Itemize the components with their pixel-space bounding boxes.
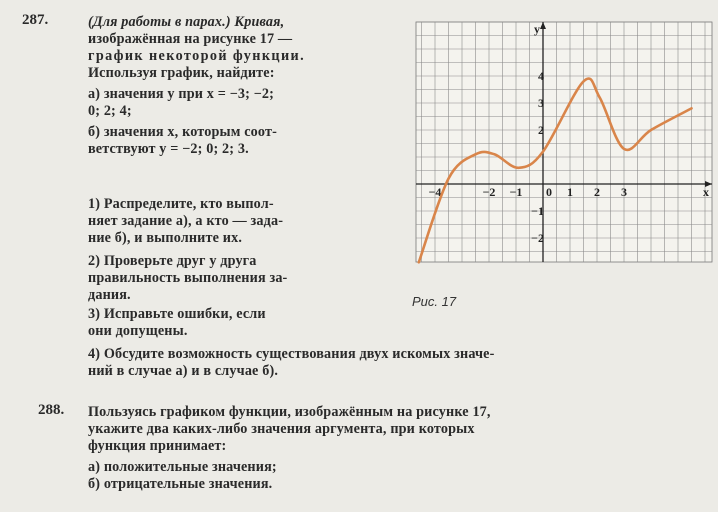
p288-line: а) положительные значения; <box>88 459 277 475</box>
p288-line: укажите два каких-либо значения аргумента, при которых <box>88 421 475 437</box>
y-tick-label: 3 <box>538 96 544 110</box>
p287-line: изображённая на рисунке 17 — <box>88 31 293 47</box>
p287-line: дания. <box>88 287 131 303</box>
y-axis-label: y <box>534 22 540 36</box>
p287-line: ний в случае а) и в случае б). <box>88 363 279 379</box>
p287-line: 0; 2; 4; <box>88 103 132 119</box>
y-tick-label: 2 <box>538 123 544 137</box>
graph-grid <box>416 22 712 262</box>
p287-line: график некоторой функции. <box>88 48 306 64</box>
p287-line: няет задание а), а кто — зада- <box>88 213 284 229</box>
p287-line: 1) Распределите, кто выпол- <box>88 196 274 212</box>
p287-line: (Для работы в парах.) Кривая, <box>88 14 285 30</box>
x-axis-label: x <box>703 185 709 199</box>
p287-line: 3) Исправьте ошибки, если <box>88 306 266 322</box>
function-graph <box>406 20 714 280</box>
figure-caption: Рис. 17 <box>412 294 457 309</box>
problem-288-number: 288. <box>38 402 65 418</box>
y-tick-label: −1 <box>531 204 544 218</box>
problem-287-number: 287. <box>22 12 49 28</box>
x-tick-label: −4 <box>428 185 442 199</box>
p287-line: 4) Обсудите возможность существования двух искомых значе- <box>88 346 495 362</box>
x-tick-label: 0 <box>546 185 552 199</box>
x-tick-label: −1 <box>509 185 523 199</box>
p287-line: а) значения y при x = −3; −2; <box>88 86 275 102</box>
x-tick-label: 1 <box>567 185 573 199</box>
p287-line: б) значения x, которым соот- <box>88 124 277 140</box>
x-tick-label: 2 <box>594 185 600 199</box>
p288-line: функция принимает: <box>88 438 227 454</box>
p288-line: б) отрицательные значения. <box>88 476 273 492</box>
y-tick-label: −2 <box>531 231 544 245</box>
x-tick-label: −2 <box>482 185 496 199</box>
p287-line: 2) Проверьте друг у друга <box>88 253 257 269</box>
p287-line: Используя график, найдите: <box>88 65 275 81</box>
grid-background <box>416 22 712 262</box>
p287-line: они допущены. <box>88 323 188 339</box>
p287-line: ветствуют y = −2; 0; 2; 3. <box>88 141 249 157</box>
p287-line: ние б), и выполните их. <box>88 230 243 246</box>
p288-line: Пользуясь графиком функции, изображённым на рисунке 17, <box>88 404 491 420</box>
x-tick-label: 3 <box>621 185 627 199</box>
y-tick-label: 4 <box>538 69 544 83</box>
p287-line: правильность выполнения за- <box>88 270 288 286</box>
